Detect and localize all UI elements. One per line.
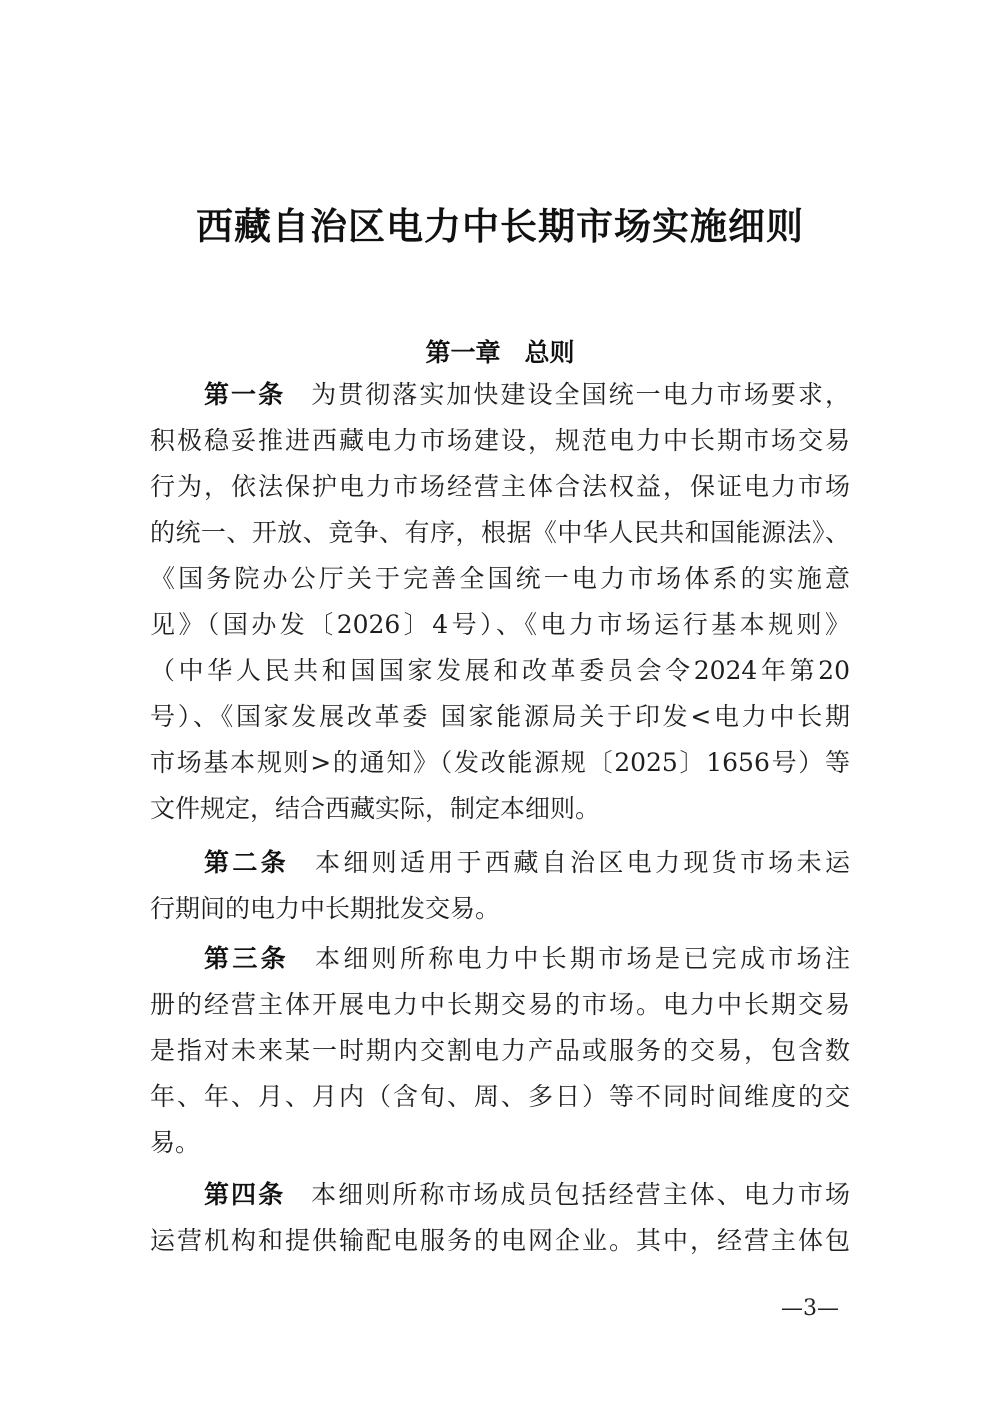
article-2-line-2: 行期间的电力中长期批发交易。	[150, 894, 501, 923]
article-3-line-4: 年、年、月、月内（含旬、周、多日）等不同时间维度的交	[150, 1082, 850, 1111]
article-1-line-5: 《国务院办公厅关于完善全国统一电力市场体系的实施意	[150, 564, 850, 593]
article-3-line-1: 第三条 本细则所称电力中长期市场是已完成市场注	[204, 944, 850, 973]
article-2-label: 第二条	[204, 848, 289, 877]
article-1-line-4: 的统一、开放、竞争、有序，根据《中华人民共和国能源法》、	[150, 518, 850, 547]
article-1-line-6: 见》（国办发〔2026〕4号）、《电力市场运行基本规则》	[150, 610, 850, 639]
article-1-line-1: 第一条 为贯彻落实加快建设全国统一电力市场要求，	[204, 380, 850, 409]
article-2-line-1: 第二条 本细则适用于西藏自治区电力现货市场未运	[204, 848, 850, 877]
article-1-line-10: 文件规定，结合西藏实际，制定本细则。	[150, 794, 601, 823]
article-4-line-1: 第四条 本细则所称市场成员包括经营主体、电力市场	[204, 1180, 850, 1209]
article-1-line-9: 市场基本规则>的通知》（发改能源规〔2025〕1656号）等	[150, 748, 850, 777]
article-3-line-2: 册的经营主体开展电力中长期交易的市场。电力中长期交易	[150, 990, 850, 1019]
page-number: —3—	[781, 1296, 839, 1321]
chapter-number: 第一章	[425, 338, 501, 367]
article-3-line-5: 易。	[150, 1128, 201, 1157]
article-1-label: 第一条	[204, 380, 286, 409]
article-3-label: 第三条	[204, 944, 289, 973]
chapter-heading	[0, 333, 1000, 369]
article-1-line-3: 行为，依法保护电力市场经营主体合法权益，保证电力市场	[150, 472, 850, 501]
article-4-line-2: 运营机构和提供输配电服务的电网企业。其中，经营主体包	[150, 1226, 850, 1255]
article-1-line-2: 积极稳妥推进西藏电力市场建设，规范电力中长期市场交易	[150, 426, 850, 455]
article-3-line-3: 是指对未来某一时期内交割电力产品或服务的交易，包含数	[150, 1036, 850, 1065]
article-1-line-7: （中华人民共和国国家发展和改革委员会令2024年第20	[150, 656, 850, 685]
chapter-name: 总则	[524, 338, 575, 367]
document-title: 西藏自治区电力中长期市场实施细则	[196, 205, 804, 248]
article-1-line-8: 号）、《国家发展改革委 国家能源局关于印发<电力中长期	[150, 702, 850, 731]
article-4-label: 第四条	[204, 1180, 286, 1209]
